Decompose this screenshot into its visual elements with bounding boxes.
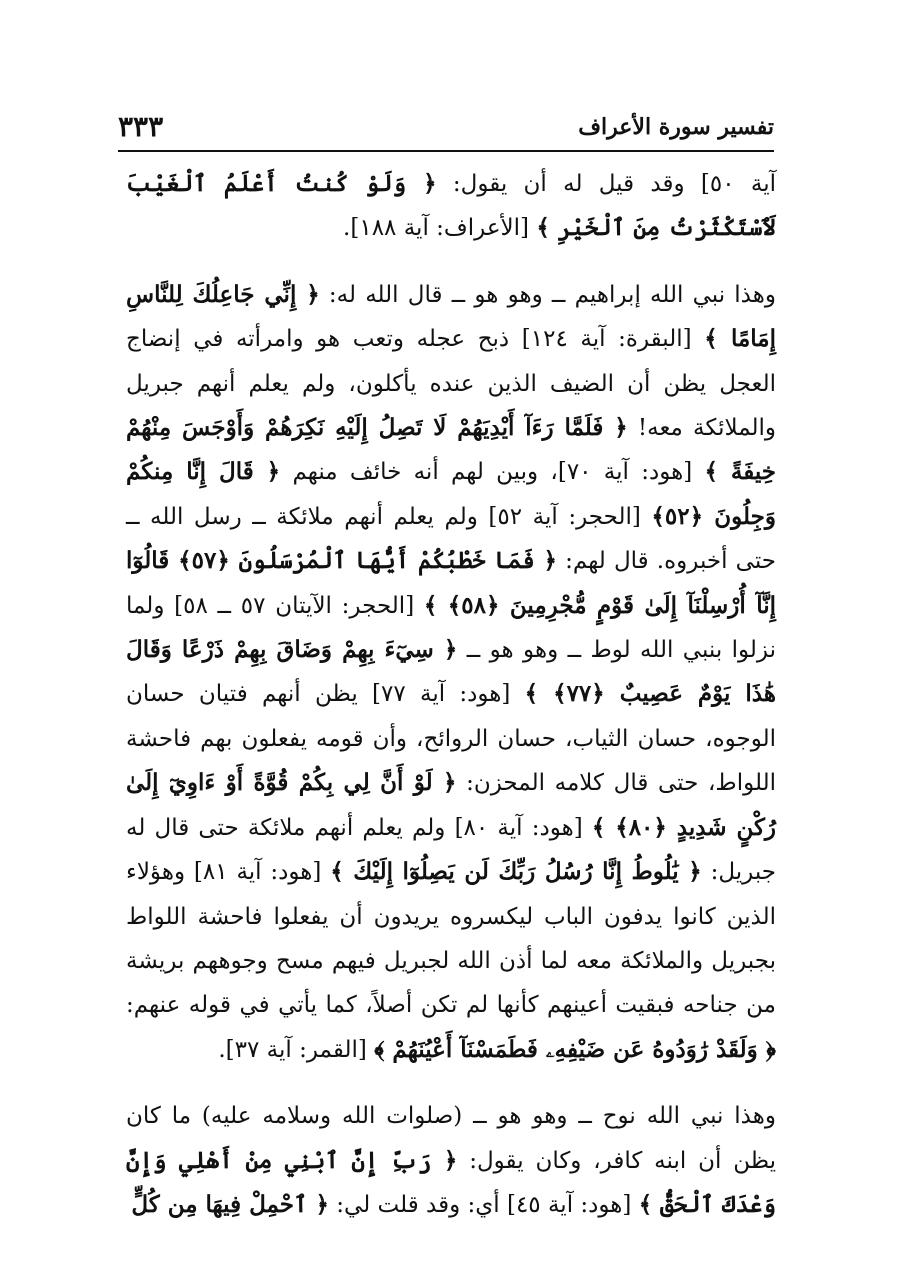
- text-run: آية ٥٠] وقد قيل له أن يقول:: [436, 171, 776, 197]
- header-rule: [118, 150, 774, 152]
- quran-quote: ﴿ إِنِّي جَاعِلُكَ لِلنَّاسِ إِمَامًا ﴾: [126, 280, 777, 353]
- quran-quote: ﴿ قَالَ إِنَّا مِنكُمْ وَجِلُونَ ﴿٥٢﴾: [126, 458, 777, 530]
- paragraph-3: [126, 1094, 776, 1227]
- text-run: [البقرة: آية ١٢٤] ذبح عجله وتعب هو وامرأته في إنضاج العجل يظن أن الضيف الذين عنده يأكلون، ولم يعلم أنهم جبريل والملائكة معه!: [126, 326, 776, 442]
- quran-quote: ﴿ وَلَوْ كُنتُ أَعْلَمُ ٱلْغَيْبَ لَٱسْتَكْثَرْتُ مِنَ ٱلْخَيْرِ ﴾: [126, 170, 776, 242]
- quran-quote: ﴿ يَٰلُوطُ إِنَّا رُسُلُ رَبِّكَ لَن يَصِلُوٓا إِلَيْكَ ﴾: [330, 858, 702, 886]
- header-title: تفسير سورة الأعراف: [578, 114, 774, 140]
- running-header: [118, 108, 774, 152]
- text-run: [هود: آية ٧٧] يظن أنهم فتيان حسان الوجوه، حسان الثياب، حسان الروائح، وأن قومه يفعلون بهم فاحشة اللواط، حتى قال كلامه المحزن:: [126, 681, 776, 797]
- text-run: [هود: آية ٤٥] أي: وقد قلت لي:: [328, 1191, 639, 1218]
- text-run: [هود: آية ٨١] وهؤلاء الذين كانوا يدفون الباب ليكسروه يريدون أن يفعلوا فاحشة اللواط بجبريل والملائكة معه لما أذن الله لجبريل فيهم مسح وجوههم بريشة من جناحه فبقيت أعينهم كأنها لم تكن أصلاً، كما يأتي في قوله عنهم:: [126, 859, 776, 1019]
- text-run: وهذا نبي الله نوح ــ وهو هو ــ (صلوات الله وسلامه عليه) ما كان يظن أن ابنه كافر، وكان يقول:: [126, 1103, 776, 1174]
- page-number: ٣٣٣: [118, 110, 164, 143]
- text-run: [هود: آية ٧٠]، وبين لهم أنه خائف منهم: [280, 459, 705, 486]
- text-run: [الأعراف: آية ١٨٨].: [343, 215, 537, 242]
- quran-quote: ﴿ سِيٓءَ بِهِمْ وَضَاقَ بِهِمْ ذَرْعًا وَقَالَ هَٰذَا يَوْمٌ عَصِيبٌ ﴿٧٧﴾ ﴾: [126, 636, 777, 708]
- quran-quote: ﴿ لَوْ أَنَّ لِي بِكُمْ قُوَّةً أَوْ ءَاوِيٓ إِلَىٰ رُكْنٍ شَدِيدٍ ﴿٨٠﴾ ﴾: [126, 769, 777, 841]
- text-run: [الحجر: آية ٥٢] ولم يعلم أنهم ملائكة ــ رسل الله ــ حتى أخبروه. قال لهم:: [126, 503, 776, 575]
- text-run: وهذا نبي الله إبراهيم ــ وهو هو ــ قال الله له:: [319, 281, 776, 308]
- text-run: [القمر: آية ٣٧].: [218, 1036, 375, 1063]
- text-run: [الحجر: الآيتان ٥٧ ــ ٥٨] ولما نزلوا بنبي الله لوط ــ وهو هو ــ: [126, 592, 776, 664]
- text-run: [هود: آية ٨٠] ولم يعلم أنهم ملائكة حتى قال له جبريل:: [126, 814, 776, 886]
- body-text: [126, 162, 776, 1227]
- paragraph-1: [126, 162, 776, 251]
- paragraph-2: [126, 273, 776, 1072]
- quran-quote: ﴿ فَمَا خَطْبُكُمْ أَيُّهَا ٱلْمُرْسَلُونَ ﴿٥٧﴾ قَالُوٓا إِنَّآ أُرْسِلْنَآ إِلَىٰ قَوْمٍ مُّجْرِمِينَ ﴿٥٨﴾ ﴾: [126, 547, 776, 619]
- quran-quote: ﴿ رَبِّ إِنَّ ٱبْنِي مِنْ أَهْلِي وَإِنَّ وَعْدَكَ ٱلْحَقُّ ﴾: [126, 1146, 776, 1218]
- quran-quote: ﴿ فَلَمَّا رَءَآ أَيْدِيَهُمْ لَا تَصِلُ إِلَيْهِ نَكِرَهُمْ وَأَوْجَسَ مِنْهُمْ خِيفَةً ﴾: [126, 414, 777, 486]
- quran-quote: ﴿ وَلَقَدْ رَٰوَدُوهُ عَن ضَيْفِهِۦ فَطَمَسْنَآ أَعْيُنَهُمْ ﴾: [374, 1035, 776, 1063]
- quran-quote: ﴿ ٱحْمِلْ فِيهَا مِن كُلٍّ: [131, 1190, 329, 1218]
